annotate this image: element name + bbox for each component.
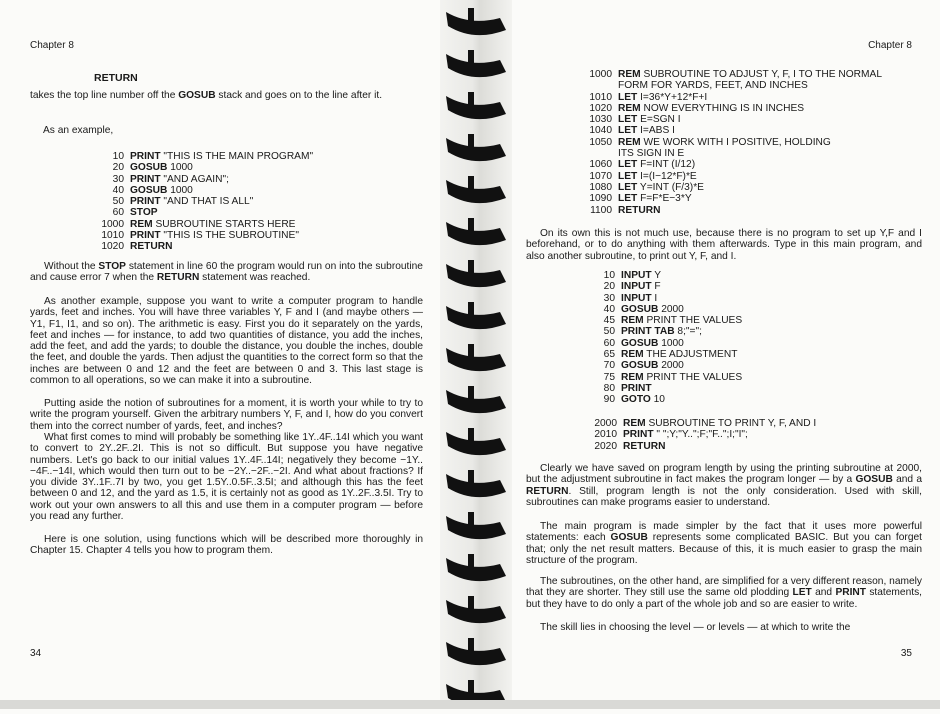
line-number: 40 xyxy=(112,184,124,196)
code-line xyxy=(586,193,882,204)
binding-coil xyxy=(446,474,506,497)
basic-keyword: PRINT xyxy=(621,382,652,394)
code-line xyxy=(601,304,742,315)
text-run: takes the top line number off the xyxy=(30,90,179,101)
line-number: 10 xyxy=(603,270,615,281)
code-line xyxy=(98,207,313,218)
program-listing-3 xyxy=(601,270,742,406)
text-run: statement was reached. xyxy=(199,272,311,284)
keyword-run: RETURN xyxy=(526,485,569,497)
line-number: 50 xyxy=(112,196,124,208)
code-line xyxy=(586,205,882,216)
line-number: 20 xyxy=(603,281,615,293)
code-rest: 2000 xyxy=(658,303,684,315)
code-rest: 1000 xyxy=(167,184,193,196)
code-rest: ITS SIGN IN E xyxy=(618,148,685,160)
basic-keyword: LET xyxy=(618,125,638,137)
basic-keyword: STOP xyxy=(130,207,158,219)
line-number: 75 xyxy=(603,371,615,383)
code-rest: I xyxy=(651,292,658,304)
code-line xyxy=(591,429,816,440)
line-number: 1080 xyxy=(589,181,612,193)
code-line xyxy=(586,137,882,148)
line-number: 2000 xyxy=(594,418,617,429)
code-rest: SUBROUTINE STARTS HERE xyxy=(152,218,296,230)
keyword-run: GOSUB xyxy=(610,532,648,544)
code-line xyxy=(601,338,742,349)
text-run: represents some complicated BASIC. But you can forget that; only the net result matters. Because of this, it is much easier to grasp the main structure of the program. xyxy=(526,532,922,566)
text-run: statement in line 60 the program would run on into the subroutine and cause error 7 when the xyxy=(30,261,423,284)
keyword-run: GOSUB xyxy=(855,474,893,486)
binding-hole xyxy=(468,134,474,148)
binding-coil xyxy=(446,306,506,329)
basic-keyword: INPUT xyxy=(621,281,652,293)
code-rest: "THIS IS THE SUBROUTINE" xyxy=(160,230,299,242)
binding-hole xyxy=(468,596,474,610)
code-rest: WE WORK WITH I POSITIVE, HOLDING xyxy=(640,136,831,148)
basic-keyword: GOSUB xyxy=(621,303,659,315)
code-line xyxy=(586,114,882,125)
binding-hole xyxy=(468,218,474,232)
text-run: stack and goes on to the line after it. xyxy=(215,90,383,101)
program-listing-1 xyxy=(98,151,313,253)
keyword-run: PRINT xyxy=(835,587,866,599)
code-line xyxy=(98,185,313,196)
page-number-left: 34 xyxy=(30,648,42,659)
line-number: 2020 xyxy=(594,440,617,452)
line-number: 20 xyxy=(112,162,124,174)
code-line xyxy=(601,315,742,326)
binding-hole xyxy=(468,302,474,316)
page-bottom-edge xyxy=(0,700,940,709)
code-rest: "AND THAT IS ALL" xyxy=(160,196,254,208)
code-rest: 10 xyxy=(650,394,665,406)
binding-hole xyxy=(468,554,474,568)
basic-keyword: REM xyxy=(618,102,641,114)
code-line xyxy=(601,383,742,394)
line-number: 65 xyxy=(603,349,615,361)
line-number: 1020 xyxy=(101,241,124,253)
code-line xyxy=(586,171,882,182)
binding-hole xyxy=(468,512,474,526)
binding-coil xyxy=(446,558,506,581)
code-line xyxy=(98,230,313,241)
code-line xyxy=(586,182,882,193)
basic-keyword: PRINT xyxy=(130,230,161,242)
code-rest: Y=INT (F/3)*E xyxy=(637,181,704,193)
line-number: 50 xyxy=(603,326,615,338)
binding-hole xyxy=(468,638,474,652)
binding-hole xyxy=(468,176,474,190)
basic-keyword: REM xyxy=(618,136,641,148)
basic-keyword: PRINT xyxy=(130,151,161,162)
line-number: 1020 xyxy=(589,102,612,114)
code-line xyxy=(98,151,313,162)
binding-coil xyxy=(446,54,506,77)
code-rest: "AND AGAIN"; xyxy=(160,173,229,185)
binding-hole xyxy=(468,50,474,64)
line-number: 1070 xyxy=(589,170,612,182)
basic-keyword: PRINT xyxy=(130,196,161,208)
basic-keyword: INPUT xyxy=(621,270,652,281)
code-rest: FORM FOR YARDS, FEET, AND INCHES xyxy=(618,80,808,92)
program-listing-4 xyxy=(591,418,816,452)
text-run: The subroutines, on the other hand, are simplified for a very different reason, namely that they are shorter. They still use the same old plodding xyxy=(526,576,922,599)
code-line xyxy=(586,159,882,170)
para-intro xyxy=(30,90,423,101)
basic-keyword: PRINT TAB xyxy=(621,326,675,338)
basic-keyword: LET xyxy=(618,193,638,205)
binding-hole xyxy=(468,92,474,106)
code-line xyxy=(98,196,313,207)
basic-keyword: LET xyxy=(618,159,638,171)
code-line xyxy=(98,162,313,173)
binding-coil xyxy=(446,12,506,35)
code-rest: 2000 xyxy=(658,360,684,372)
line-number: 60 xyxy=(603,337,615,349)
code-line xyxy=(601,326,742,337)
right-page xyxy=(512,0,940,709)
line-number: 1100 xyxy=(590,204,612,216)
code-rest: "THIS IS THE MAIN PROGRAM" xyxy=(160,151,314,162)
text-run: . Still, program length is not the only consideration. Used with skill, subroutines can make programs easier to understand. xyxy=(526,485,922,508)
binding-coil xyxy=(446,642,506,665)
left-page xyxy=(0,0,440,709)
code-line xyxy=(601,281,742,292)
code-rest: I=ABS I xyxy=(637,125,675,137)
basic-keyword: PRINT xyxy=(623,429,654,441)
line-number: 1000 xyxy=(589,69,612,80)
spiral-binding-icon xyxy=(440,0,512,709)
line-number: 1060 xyxy=(589,159,612,171)
code-line xyxy=(591,441,816,452)
basic-keyword: RETURN xyxy=(618,204,661,216)
basic-keyword: REM xyxy=(618,69,641,80)
line-number: 60 xyxy=(112,207,124,219)
line-number: 1000 xyxy=(101,218,124,230)
code-rest: PRINT THE VALUES xyxy=(643,371,743,383)
binding-hole xyxy=(468,8,474,22)
code-line xyxy=(601,394,742,405)
code-line xyxy=(601,349,742,360)
code-rest: " ";Y;"Y..";F;"F..";I;"I"; xyxy=(653,429,748,441)
binding-hole xyxy=(468,680,474,694)
text-run: statements, but they have to do only a part of the whole job and so are easier to write. xyxy=(526,587,922,610)
basic-keyword: LET xyxy=(618,114,638,126)
keyword-run: RETURN xyxy=(156,272,200,284)
line-number: 1040 xyxy=(589,125,612,137)
code-line xyxy=(601,270,742,281)
code-line xyxy=(586,69,882,80)
line-number: 40 xyxy=(603,303,615,315)
code-rest: 8;"="; xyxy=(674,326,702,338)
code-line xyxy=(586,125,882,136)
text-run: The main program is made simpler by the fact that it uses more powerful statements: each xyxy=(526,521,922,544)
code-line xyxy=(601,372,742,383)
code-rest: I=36*Y+12*F+I xyxy=(637,91,708,103)
basic-keyword: PRINT xyxy=(130,173,161,185)
code-rest: PRINT THE VALUES xyxy=(643,315,743,327)
basic-keyword: RETURN xyxy=(130,241,173,253)
binding-coil xyxy=(446,600,506,623)
binding-coil xyxy=(446,432,506,455)
code-rest: NOW EVERYTHING IS IN INCHES xyxy=(640,102,805,114)
line-number: 90 xyxy=(603,394,615,406)
chapter-header-right: Chapter 8 xyxy=(868,40,912,51)
binding-hole xyxy=(468,344,474,358)
code-line xyxy=(98,174,313,185)
code-line xyxy=(586,103,882,114)
keyword-run: LET xyxy=(792,587,812,599)
para-clearly xyxy=(526,463,922,508)
basic-keyword: REM xyxy=(130,218,153,230)
basic-keyword: INPUT xyxy=(621,292,652,304)
basic-keyword: REM xyxy=(621,315,644,327)
text-run: Clearly we have saved on program length by using the printing subroutine at 2000, but the adjustment subroutine in fact makes the program longer — by a xyxy=(526,463,922,486)
basic-keyword: REM xyxy=(623,418,646,429)
binding-coil xyxy=(446,390,506,413)
binding-hole xyxy=(468,386,474,400)
code-line xyxy=(98,219,313,230)
binding-coil xyxy=(446,138,506,161)
para-here: Here is one solution, using functions which will be described more thoroughly in Chapter 15. Chapter 4 tells you how to program them. xyxy=(30,534,423,557)
line-number: 10 xyxy=(112,151,124,162)
code-line xyxy=(586,92,882,103)
para-stop xyxy=(30,261,423,284)
page-number-right: 35 xyxy=(900,648,912,659)
code-rest: F xyxy=(651,281,661,293)
line-number: 45 xyxy=(603,315,615,327)
code-line xyxy=(601,293,742,304)
program-listing-2 xyxy=(586,69,882,216)
binding-hole xyxy=(468,428,474,442)
para-what-first: What first comes to mind will probably be something like 1Y..4F..14I which you want to convert to 2Y..2F..2I. This is not so difficult. But suppose you have negative numbers. Let's go back to our initial values 1Y..4F..14I; negatively they become −1Y..−4F..−14I, which would then turn out to be −2Y..−2F..−2I. And what about fractions? If you divide 3Y..1F..7I by two, you get 1.5Y..0.5F..3.5I; and although this has the feet between 0 and 12, and the yard as 1.5, it is certainly not as good as 1Y..2F..3.5I. Try to work out your own answers to all this and use them in a computer program — before you read any further. xyxy=(30,432,423,523)
line-number: 1030 xyxy=(589,114,612,126)
line-number: 1050 xyxy=(589,136,612,148)
line-number: 30 xyxy=(112,173,124,185)
basic-keyword: GOSUB xyxy=(621,337,659,349)
basic-keyword: REM xyxy=(621,349,644,361)
code-line xyxy=(591,418,816,429)
code-rest: THE ADJUSTMENT xyxy=(643,349,738,361)
code-rest: SUBROUTINE TO PRINT Y, F, AND I xyxy=(645,418,817,429)
binding-coil xyxy=(446,516,506,539)
line-number: 1010 xyxy=(589,91,612,103)
code-line xyxy=(98,241,313,252)
basic-keyword: RETURN xyxy=(623,440,666,452)
para-main xyxy=(526,521,922,566)
para-yards: As another example, suppose you want to write a computer program to handle yards, feet and inches. You will have three variables Y, F and I (and maybe others — Y1, F1, I1, and so on). The arithmetic is easy. First you do it separately on the yards, feet and inches — for instance, to add two quantities of distance, you add the inches, add the feet, and add the yards; to double the distance, you double the inches, double the feet, and double the yards. Then adjust the quantities to the correct form so that the inches are between 0 and 12 and the feet are between 0 and 3. This last stage is common to all operations, so we can make it into a subroutine. xyxy=(30,296,423,387)
line-number: 30 xyxy=(603,292,615,304)
line-number: 1010 xyxy=(101,230,124,242)
para-subs xyxy=(526,576,922,610)
line-number: 70 xyxy=(603,360,615,372)
code-rest: F=INT (I/12) xyxy=(637,159,696,171)
binding-coil xyxy=(446,222,506,245)
para-putting: Putting aside the notion of subroutines for a moment, it is worth your while to try to write the program yourself. Given the arbitrary numbers Y, F, and I, how do you convert them into the correct number of yards, feet, and inches? xyxy=(30,398,423,432)
spiral-binding xyxy=(440,0,512,709)
code-line xyxy=(586,148,882,159)
basic-keyword: GOTO xyxy=(621,394,651,406)
binding-hole xyxy=(468,260,474,274)
code-rest: I=(I−12*F)*E xyxy=(637,170,697,182)
para-own-way: On its own this is not much use, because there is no program to set up Y,F and I beforehand, or to do anything with them afterwards. Type in this main program, and also another subroutine, to print out Y, F, and I. xyxy=(526,228,922,262)
keyword-run: STOP xyxy=(98,261,126,272)
basic-keyword: REM xyxy=(621,371,644,383)
section-heading: RETURN xyxy=(94,72,138,84)
basic-keyword: GOSUB xyxy=(621,360,659,372)
code-rest: SUBROUTINE TO ADJUST Y, F, I TO THE NORMAL xyxy=(640,69,882,80)
code-rest: E=SGN I xyxy=(637,114,681,126)
basic-keyword: GOSUB xyxy=(130,184,168,196)
text-run: and a xyxy=(892,474,922,486)
binding-hole xyxy=(468,470,474,484)
code-rest: 1000 xyxy=(167,162,193,174)
code-line xyxy=(586,80,882,91)
binding-coil xyxy=(446,96,506,119)
binding-coil xyxy=(446,348,506,371)
para-example: As an example, xyxy=(43,125,114,136)
para-skill: The skill lies in choosing the level — or levels — at which to write the xyxy=(540,622,851,633)
line-number: 80 xyxy=(603,382,615,394)
binding-coil xyxy=(446,264,506,287)
chapter-header-left: Chapter 8 xyxy=(30,40,74,51)
keyword-run: GOSUB xyxy=(178,90,216,101)
code-rest: Y xyxy=(651,270,662,281)
basic-keyword: LET xyxy=(618,170,638,182)
code-line xyxy=(601,360,742,371)
basic-keyword: LET xyxy=(618,181,638,193)
line-number: 2010 xyxy=(594,429,617,441)
text-run: and xyxy=(811,587,836,599)
text-run: Without the xyxy=(44,261,99,272)
basic-keyword: LET xyxy=(618,91,638,103)
basic-keyword: GOSUB xyxy=(130,162,168,174)
binding-coil xyxy=(446,180,506,203)
code-rest: F=F*E−3*Y xyxy=(637,193,692,205)
code-rest: 1000 xyxy=(658,337,684,349)
line-number: 1090 xyxy=(589,193,612,205)
